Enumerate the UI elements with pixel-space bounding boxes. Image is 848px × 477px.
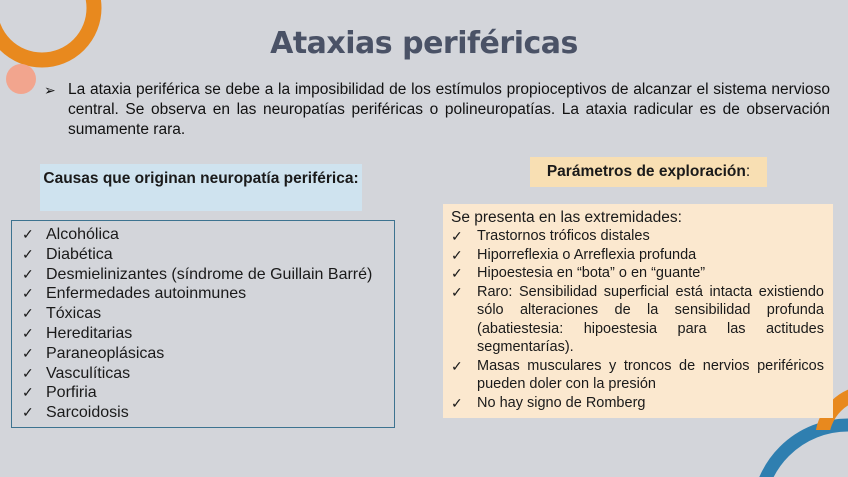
list-item: ✓ Vasculíticas	[22, 364, 131, 382]
check-icon: ✓	[451, 394, 463, 411]
list-item: ✓ Tóxicas	[22, 305, 102, 323]
check-icon: ✓	[22, 305, 34, 322]
check-icon: ✓	[22, 344, 34, 361]
check-icon: ✓	[22, 265, 34, 282]
list-item: ✓ Hiporreflexia o Arreflexia profunda	[451, 246, 697, 263]
check-icon: ✓	[451, 265, 463, 281]
causes-list	[22, 225, 394, 423]
check-icon: ✓	[22, 404, 34, 421]
intro-paragraph	[44, 80, 830, 140]
list-item: ✓ Raro: Sensibilidad superficial está intacta existiendo sólo alteraciones de la sensibilidad profunda (abatiestesia: hipoestesia para las actitudes segmentarías).	[451, 283, 824, 355]
list-item: ✓ Desmielinizantes (síndrome de Guillain Barré)	[22, 265, 373, 283]
check-icon: ✓	[451, 228, 463, 244]
check-icon: ✓	[22, 285, 34, 302]
pink-dot-decoration	[3, 63, 39, 99]
list-item: ✓ No hay signo de Romberg	[451, 394, 646, 411]
params-list	[451, 227, 824, 412]
list-item: ✓ Enfermedades autoinmunes	[22, 285, 247, 303]
page-title: Ataxias periféricas	[270, 26, 578, 61]
check-icon: ✓	[22, 364, 34, 381]
check-icon: ✓	[451, 283, 463, 300]
check-icon: ✓	[22, 324, 34, 341]
list-item: ✓ Paraneoplásicas	[22, 344, 165, 362]
params-box	[443, 204, 833, 418]
params-intro: Se presenta en las extremidades:	[451, 209, 682, 226]
causes-header: Causas que originan neuropatía periférica:	[40, 164, 362, 211]
check-icon: ✓	[22, 384, 34, 401]
params-header: Parámetros de exploración:	[530, 157, 767, 187]
list-item: ✓ Diabética	[22, 245, 113, 263]
check-icon: ✓	[451, 246, 463, 263]
list-item: ✓ Sarcoidosis	[22, 404, 129, 422]
list-item: ✓ Hereditarias	[22, 324, 133, 342]
list-item: ✓ Porfiria	[22, 384, 97, 402]
list-item: ✓ Hipoestesia en “bota” o en “guante”	[451, 265, 706, 281]
list-item: ✓ Trastornos tróficos distales	[451, 228, 650, 244]
arrow-bullet-icon: ➢	[44, 82, 56, 98]
intro-text: La ataxia periférica se debe a la imposibilidad de los estímulos propioceptivos de alcanzar el sistema nervioso central. Se observa en las neuropatías periféricas o polineuropatías. La ataxia radicular es de observación sumamente rara.	[68, 81, 830, 138]
check-icon: ✓	[22, 245, 34, 262]
list-item: ✓ Masas musculares y troncos de nervios periféricos pueden doler con la presión	[451, 357, 824, 392]
check-icon: ✓	[451, 357, 463, 374]
causes-list-box	[11, 220, 395, 428]
list-item: ✓ Alcohólica	[22, 226, 119, 243]
check-icon: ✓	[22, 226, 34, 242]
